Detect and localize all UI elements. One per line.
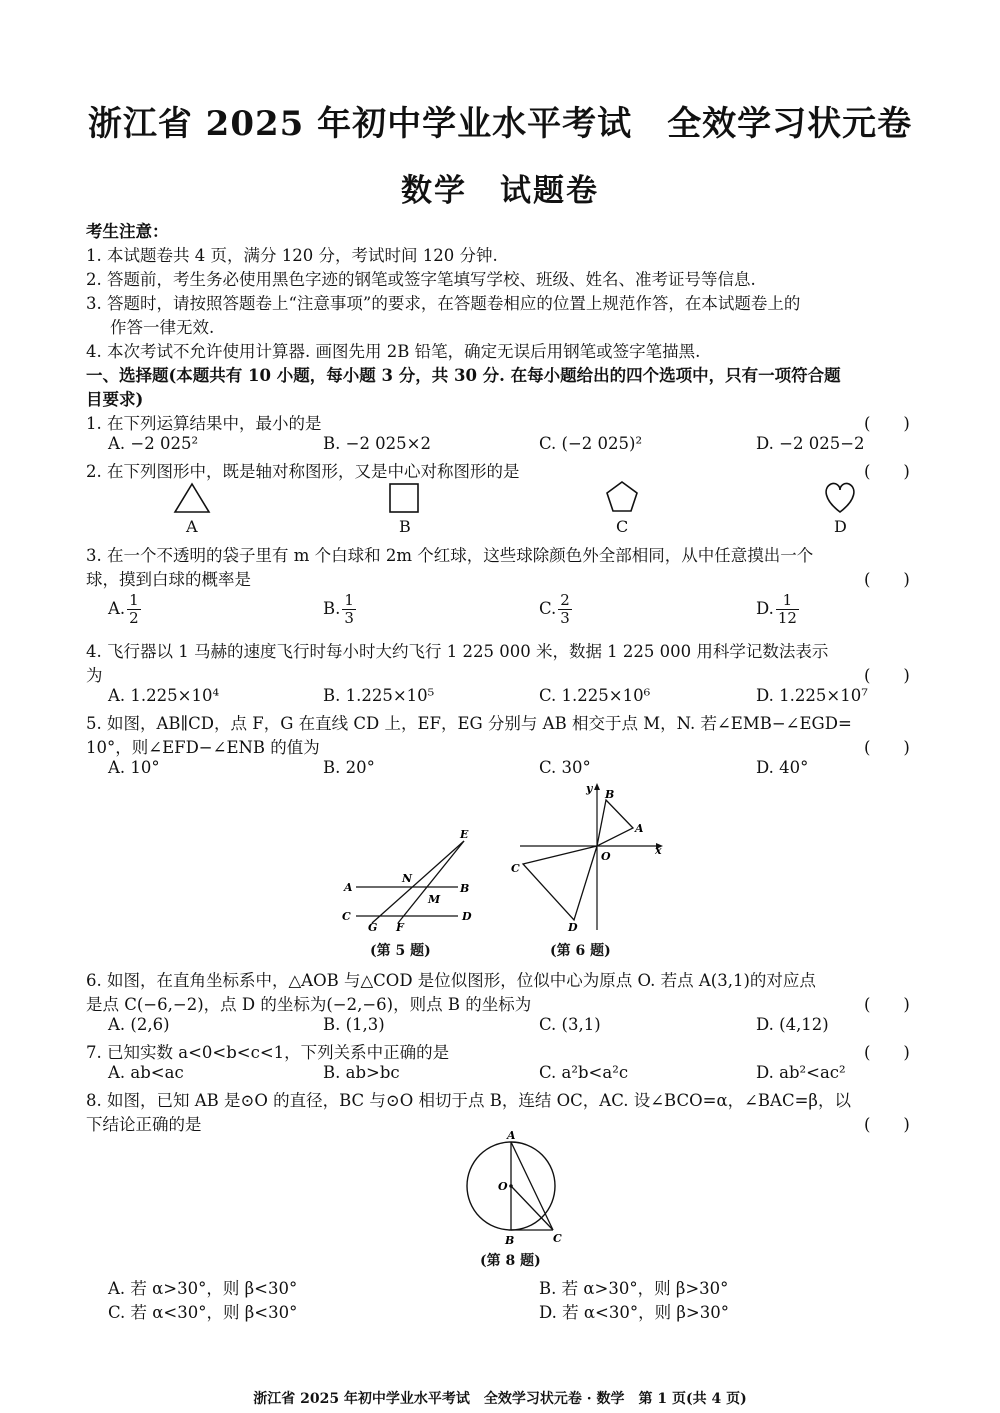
numerator: 1 xyxy=(344,591,354,609)
q3-option-b xyxy=(323,592,356,627)
answer-paren: ( ) xyxy=(864,462,910,481)
question-8-stem: 8. 如图，已知 AB 是⊙O 的直径，BC 与⊙O 相切于点 B，连结 OC，AC. 设∠BCO=α，∠BAC=β，以 xyxy=(86,1091,851,1110)
notice-heading: 考生注意： xyxy=(86,222,169,241)
label-d: D xyxy=(568,921,578,934)
q4-option-c: C. 1.225×10⁶ xyxy=(539,686,651,705)
notice-item: 2. 答题前，考生务必使用黑色字迹的钢笔或签字笔填写学校、班级、姓名、准考证号等信息. xyxy=(86,270,756,289)
numerator: 1 xyxy=(776,592,799,610)
figure-5 xyxy=(330,825,480,935)
fraction xyxy=(127,592,141,627)
figure-5-caption: (第 5 题) xyxy=(370,943,431,959)
answer-paren: ( ) xyxy=(864,995,910,1014)
q3-option-a xyxy=(108,592,141,627)
question-3-stem-cont: 球，摸到白球的概率是 xyxy=(86,570,251,589)
segment-oc xyxy=(511,1186,553,1230)
notice-item: 3. 答题时，请按照答题卷上“注意事项”的要求，在答题卷相应的位置上规范作答，在本试题卷上的 xyxy=(86,294,801,313)
label-a: A xyxy=(635,822,644,835)
q5-option-a: A. 10° xyxy=(108,758,160,777)
q3-option-b-label: B. xyxy=(323,599,341,618)
exam-subtitle: 数学 试题卷 xyxy=(401,173,599,209)
question-1-stem: 1. 在下列运算结果中，最小的是 xyxy=(86,414,322,433)
denominator: 3 xyxy=(344,609,354,627)
label-y: y xyxy=(586,782,593,795)
denominator: 3 xyxy=(560,609,570,627)
q2-label-d: D xyxy=(834,517,847,536)
question-2-stem: 2. 在下列图形中，既是轴对称图形，又是中心对称图形的是 xyxy=(86,462,520,481)
q8-option-b: B. 若 α>30°，则 β>30° xyxy=(539,1279,729,1298)
triangle-shape xyxy=(175,484,209,512)
segment-ac xyxy=(511,1142,553,1230)
label-d: D xyxy=(462,910,472,923)
square-shape xyxy=(390,484,418,512)
q1-option-c: C. (−2 025)² xyxy=(539,434,643,453)
heart-shape xyxy=(826,483,854,512)
triangle-aob xyxy=(597,800,633,846)
question-6-stem: 6. 如图，在直角坐标系中，△AOB 与△COD 是位似图形，位似中心为原点 O. 若点 A(3,1)的对应点 xyxy=(86,971,816,990)
label-c: C xyxy=(342,910,351,923)
triangle-cod xyxy=(523,846,597,920)
section-heading-cont: 目要求) xyxy=(86,390,144,409)
numerator: 2 xyxy=(560,591,570,609)
q2-label-c: C xyxy=(616,517,629,536)
question-7-stem: 7. 已知实数 a<0<b<c<1，下列关系中正确的是 xyxy=(86,1043,450,1062)
label-b: B xyxy=(505,1234,515,1247)
q5-option-c: C. 30° xyxy=(539,758,591,777)
figure-8-caption: (第 8 题) xyxy=(480,1253,541,1269)
question-4-stem-cont: 为 xyxy=(86,666,103,685)
answer-paren: ( ) xyxy=(864,570,910,589)
label-o: O xyxy=(601,850,611,863)
q6-option-c: C. (3,1) xyxy=(539,1015,601,1034)
answer-paren: ( ) xyxy=(864,1115,910,1134)
q7-option-a: A. ab<ac xyxy=(108,1063,184,1082)
line-eg xyxy=(372,841,464,923)
label-b: B xyxy=(460,882,470,895)
denominator: 12 xyxy=(777,609,797,627)
label-m: M xyxy=(428,893,441,906)
q6-option-a: A. (2,6) xyxy=(108,1015,170,1034)
q3-option-d-label: D. xyxy=(756,599,774,618)
q1-option-a: A. −2 025² xyxy=(108,434,199,453)
question-6-stem-cont: 是点 C(−6,−2)，点 D 的坐标为(−2,−6)，则点 B 的坐标为 xyxy=(86,995,532,1014)
q2-label-a: A xyxy=(186,517,198,536)
label-e: E xyxy=(460,828,469,841)
q4-option-b: B. 1.225×10⁵ xyxy=(323,686,435,705)
figure-6-caption: (第 6 题) xyxy=(550,943,611,959)
q8-option-a: A. 若 α>30°，则 β<30° xyxy=(108,1279,298,1298)
pentagon-shape xyxy=(607,482,637,511)
label-b: B xyxy=(605,788,615,801)
q4-option-a: A. 1.225×10⁴ xyxy=(108,686,220,705)
q6-option-b: B. (1,3) xyxy=(323,1015,385,1034)
q8-option-c: C. 若 α<30°，则 β<30° xyxy=(108,1303,298,1322)
denominator: 2 xyxy=(129,609,139,627)
label-a: A xyxy=(344,881,353,894)
q1-option-d: D. −2 025−2 xyxy=(756,434,865,453)
q6-option-d: D. (4,12) xyxy=(756,1015,829,1034)
q8-option-d: D. 若 α<30°，则 β>30° xyxy=(539,1303,729,1322)
answer-paren: ( ) xyxy=(864,738,910,757)
q3-option-c xyxy=(539,592,572,627)
label-g: G xyxy=(368,921,378,934)
q2-label-b: B xyxy=(399,517,411,536)
label-o: O xyxy=(498,1180,508,1193)
label-a: A xyxy=(507,1129,516,1142)
q7-option-d: D. ab²<ac² xyxy=(756,1063,846,1082)
fraction xyxy=(558,592,572,627)
answer-paren: ( ) xyxy=(864,666,910,685)
label-f: F xyxy=(396,921,404,934)
notice-item: 4. 本次考试不允许使用计算器. 画图先用 2B 铅笔，确定无误后用钢笔或签字笔描黑. xyxy=(86,342,701,361)
page-footer: 浙江省 2025 年初中学业水平考试 全效学习状元卷 · 数学 第 1 页(共 4 页) xyxy=(253,1391,747,1407)
label-c: C xyxy=(511,862,520,875)
q1-option-b: B. −2 025×2 xyxy=(323,434,431,453)
fraction xyxy=(776,592,799,627)
fraction xyxy=(342,592,356,627)
figure-6 xyxy=(500,780,675,938)
q5-option-b: B. 20° xyxy=(323,758,375,777)
label-x: x xyxy=(655,844,662,857)
q3-option-d xyxy=(756,592,799,627)
q3-option-c-label: C. xyxy=(539,599,557,618)
q7-option-c: C. a²b<a²c xyxy=(539,1063,629,1082)
notice-item: 1. 本试题卷共 4 页，满分 120 分，考试时间 120 分钟. xyxy=(86,246,498,265)
q4-option-d: D. 1.225×10⁷ xyxy=(756,686,868,705)
question-5-stem: 5. 如图，AB∥CD，点 F，G 在直线 CD 上，EF，EG 分别与 AB 相交于点 M，N. 若∠EMB−∠EGD= xyxy=(86,714,852,733)
exam-title: 浙江省 2025 年初中学业水平考试 全效学习状元卷 xyxy=(87,104,913,144)
numerator: 1 xyxy=(129,591,139,609)
question-8-stem-cont: 下结论正确的是 xyxy=(86,1115,202,1134)
question-4-stem: 4. 飞行器以 1 马赫的速度飞行时每小时大约飞行 1 225 000 米，数据 1 225 000 用科学记数法表示 xyxy=(86,642,829,661)
answer-paren: ( ) xyxy=(864,1043,910,1062)
question-3-stem: 3. 在一个不透明的袋子里有 m 个白球和 2m 个红球，这些球除颜色外全部相同，从中任意摸出一个 xyxy=(86,546,814,565)
q7-option-b: B. ab>bc xyxy=(323,1063,400,1082)
q2-shapes xyxy=(0,478,1000,520)
label-n: N xyxy=(402,872,413,885)
notice-item: 作答一律无效. xyxy=(110,318,215,337)
q5-option-d: D. 40° xyxy=(756,758,809,777)
section-heading: 一、选择题(本题共有 10 小题，每小题 3 分，共 30 分. 在每小题给出的四个选项中，只有一项符合题 xyxy=(86,366,841,385)
q3-option-a-label: A. xyxy=(108,599,126,618)
answer-paren: ( ) xyxy=(864,414,910,433)
label-c: C xyxy=(553,1232,562,1245)
figure-8 xyxy=(455,1128,575,1248)
question-5-stem-cont: 10°，则∠EFD−∠ENB 的值为 xyxy=(86,738,320,757)
